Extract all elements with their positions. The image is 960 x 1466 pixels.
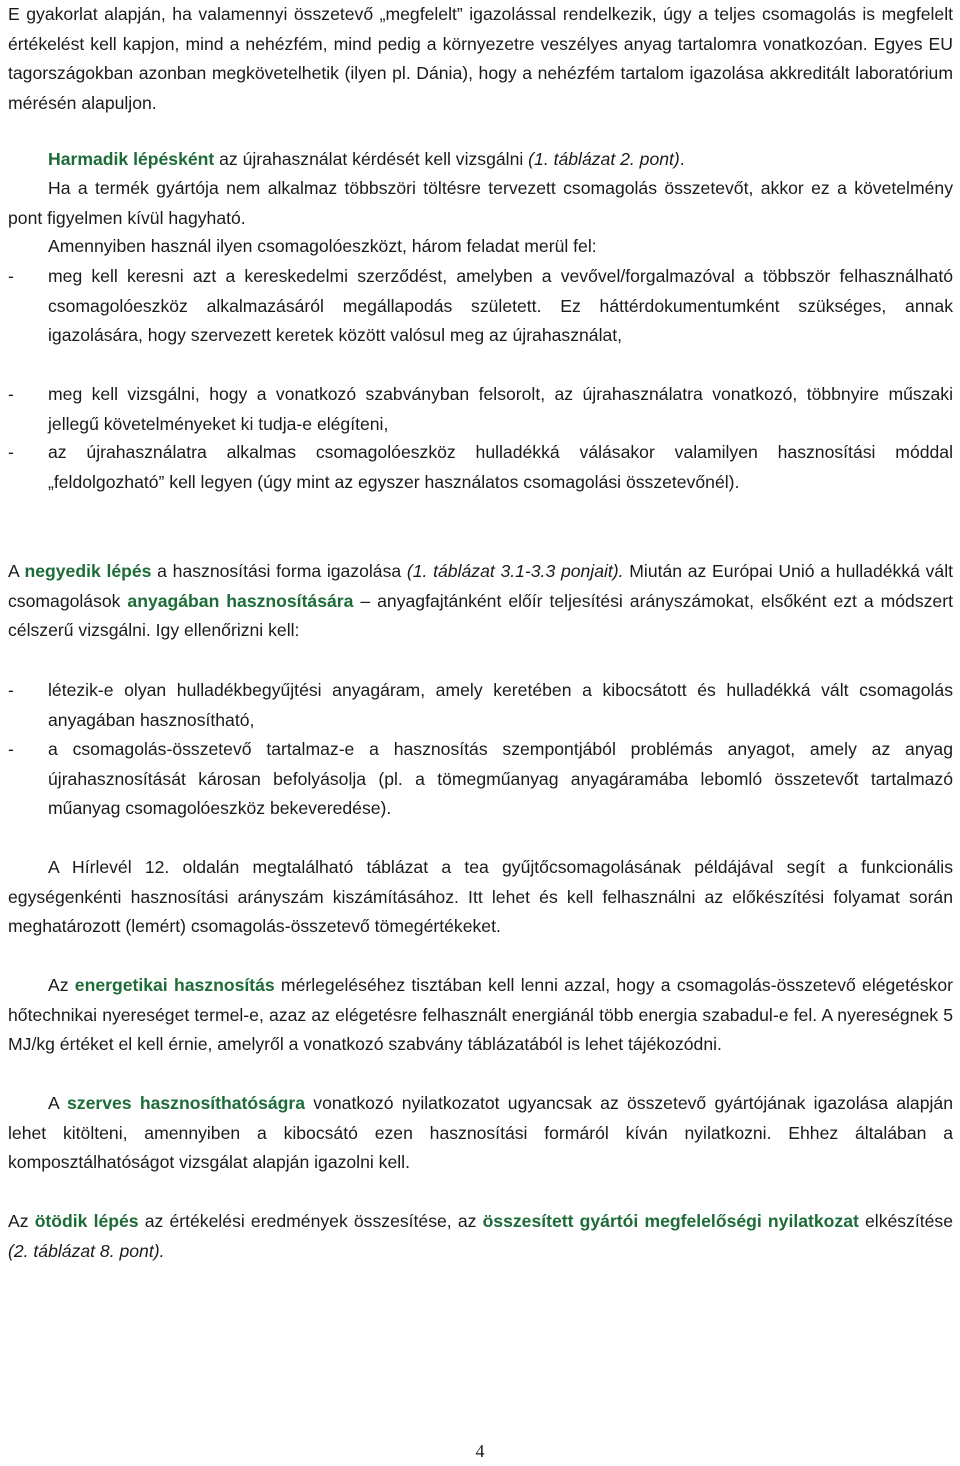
list-item-text: az újrahasználatra alkalmas csomagolóeszköz hulladékká válásakor valamilyen hasznosítási móddal „feldolgozható” kell legyen (úgy mint az egyszer használatos csomagolási összetevőnél). <box>48 442 953 492</box>
paragraph-compliance-summary: E gyakorlat alapján, ha valamennyi összetevő „megfelelt” igazolással rendelkezik, úgy a teljes csomagolás is megfelelt értékelést kell kapjon, mind a nehézfém, mind pedig a környezetre veszélyes anyag tartalomra vonatkozóan. Egyes EU tagországokban azonban megkövetelhetik (ilyen pl. Dánia), hogy a nehézfém tartalom igazolása akkreditált laboratórium mérésén alapuljon. <box>8 4 953 113</box>
step-four-text-c: Miután az Európai Unió a hulladékká vált csomagolások <box>8 561 954 611</box>
organic-text-a: A <box>48 1093 68 1113</box>
list-dash: - <box>8 739 14 759</box>
paragraph-step-three <box>48 145 953 175</box>
step-four-text-a: A <box>8 561 25 581</box>
page-number: 4 <box>475 1441 485 1461</box>
paragraph-newsletter: A Hírlevél 12. oldalán megtalálható táblázat a tea gyűjtőcsomagolásának példájával segít a funkcionális egységenkénti hasznosítási arányszám kiszámításához. Itt lehet és kell felhasználni az előkészítési folyamat során meghatározott (lemért) csomagolás-összetevő tömegértékeket. <box>8 857 953 936</box>
list-dash: - <box>8 384 14 404</box>
list-item-text: meg kell keresni azt a kereskedelmi szerződést, amelyben a vevővel/forgalmazóval a többször felhasználható csomagolóeszköz alkalmazásáról megállapodás született. Ez háttérdokumentumként szükséges, annak igazolására, hogy szervezett keretek között valósul meg az újrahasználat, <box>48 266 953 345</box>
step-three-text: az újrahasználat kérdését kell vizsgálni <box>214 149 529 169</box>
paragraph-energetic <box>8 971 953 1060</box>
step-four-text-d: – anyagfajtánként előír teljesítési arányszámokat, elsőként ezt a módszert célszerű vizsgálni. Igy ellenőrizni kell: <box>8 590 953 640</box>
step-five-reference: (2. táblázat 8. pont). <box>8 1240 165 1261</box>
list-item-recovery <box>8 438 953 497</box>
list-item-text: létezik-e olyan hulladékbegyűjtési anyagáram, amely keretében a kibocsátott és hulladékká vált csomagolás anyagában hasznosítható, <box>48 680 953 730</box>
paragraph-step-four <box>8 557 953 646</box>
list-dash: - <box>8 680 14 700</box>
energetic-text-a: Az <box>48 975 75 995</box>
step-five-text-c: elkészítése <box>858 1211 954 1231</box>
step-five-highlight: ötödik lépés <box>34 1211 139 1231</box>
step-four-text-b: a hasznosítási forma igazolása <box>151 561 407 581</box>
paragraph-three-tasks: Amennyiben használ ilyen csomagolóeszközt, három feladat merül fel: <box>48 236 597 256</box>
paragraph-organic <box>8 1089 953 1178</box>
step-four-highlight: negyedik lépés <box>24 561 152 581</box>
organic-highlight: szerves hasznosíthatóságra <box>67 1093 306 1113</box>
paragraph-no-refill: Ha a termék gyártója nem alkalmaz többszöri töltésre tervezett csomagolás összetevőt, akkor ez a követelmény pont figyelmen kívül hagyható. <box>8 178 953 228</box>
list-dash: - <box>8 266 14 286</box>
step-three-reference: (1. táblázat 2. pont) <box>528 149 680 169</box>
step-three-period: . <box>679 149 685 169</box>
paragraph-step-five <box>8 1207 953 1266</box>
step-four-reference: (1. táblázat 3.1-3.3 ponjait). <box>406 561 624 581</box>
step-three-highlight: Harmadik lépésként <box>48 149 215 169</box>
energetic-highlight: energetikai hasznosítás <box>74 975 275 995</box>
step-five-highlight-declaration: összesített gyártói megfelelőségi nyilatkozat <box>482 1211 859 1231</box>
list-item-text: meg kell vizsgálni, hogy a vonatkozó szabványban felsorolt, az újrahasználatra vonatkozó, többnyire műszaki jellegű követelményeket ki tudja-e elégíteni, <box>48 384 953 434</box>
list-item-text: a csomagolás-összetevő tartalmaz-e a hasznosítás szempontjából problémás anyagot, amely az anyag újrahasznosítását károsan befolyásolja (pl. a tömegműanyag anyagáramába lebomló összetevőt tartalmazó műanyag csomagolóeszköz bekeveredése). <box>48 739 953 818</box>
step-five-text-b: az értékelési eredmények összesítése, az <box>138 1211 483 1231</box>
organic-text-b: vonatkozó nyilatkozatot ugyancsak az összetevő gyártójának igazolása alapján lehet kitölteni, amennyiben a kibocsátó ezen hasznosítási formáról kíván nyilatkozni. Ehhez általában a komposztálhatóságot vizsgálat alapján igazolni kell. <box>8 1093 953 1172</box>
step-five-text-a: Az <box>8 1211 35 1231</box>
list-item-standard <box>8 380 953 439</box>
list-item-problematic-material <box>8 735 953 824</box>
list-item-waste-stream <box>8 676 953 735</box>
energetic-text-b: mérlegeléséhez tisztában kell lenni azzal, hogy a csomagolás-összetevő elégetéskor hőtechnikai nyereséget termel-e, azaz az elégetésre felhasznált energiánál több energia szabadul-e fel. A nyereségnek 5 MJ/kg értéket el kell érnie, amelyről a vonatkozó szabvány táblázatából is lehet tájékozódni. <box>8 975 954 1054</box>
list-dash: - <box>8 442 14 462</box>
step-four-highlight-material: anyagában hasznosítására <box>127 590 354 611</box>
list-item-contract <box>8 262 953 351</box>
